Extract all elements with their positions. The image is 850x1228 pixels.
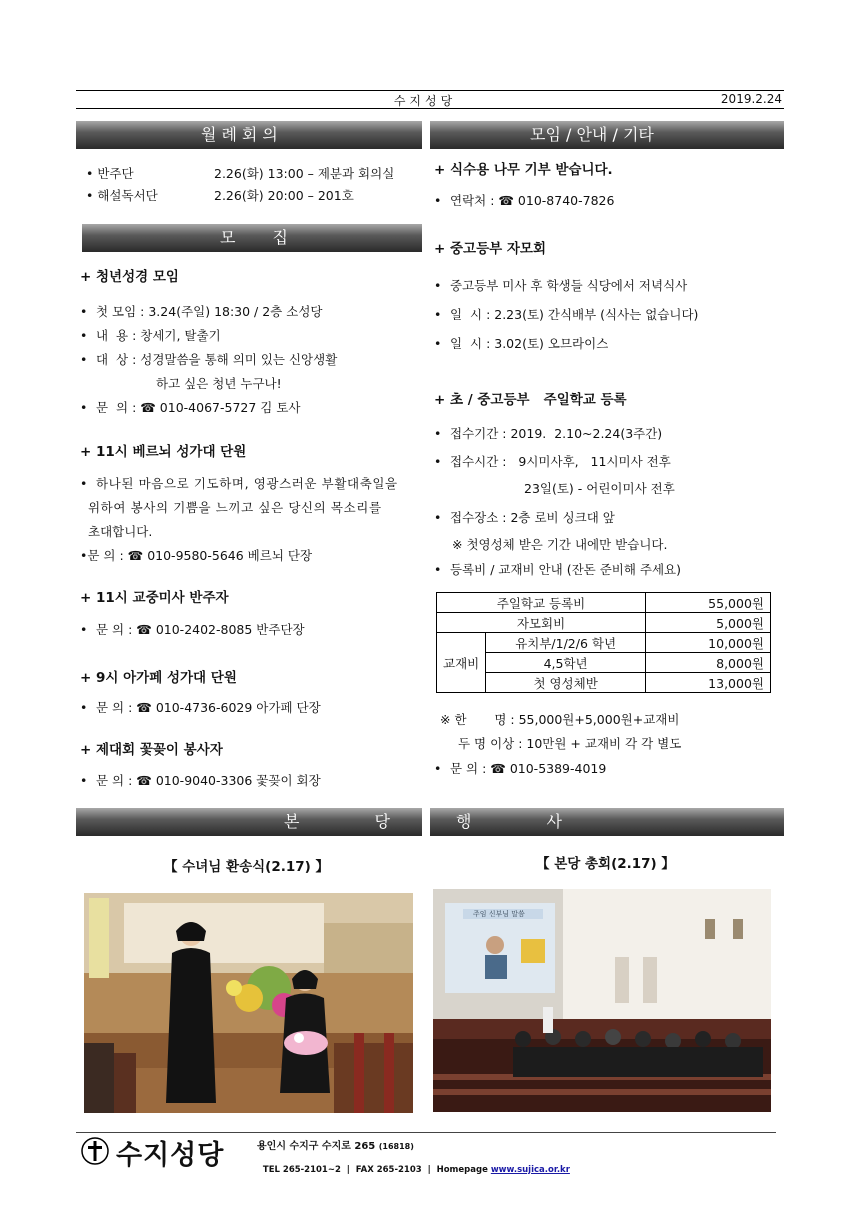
- photo-farewell-image: [84, 893, 413, 1113]
- header-bottom-rule: [76, 108, 784, 109]
- homepage-link[interactable]: www.sujica.or.kr: [490, 1165, 570, 1175]
- fee-note-2: 두 명 이상 : 10만원 + 교재비 각 각 별도: [458, 736, 682, 751]
- sunday-school-note: ※ 첫영성체 받은 기간 내에만 받습니다.: [452, 537, 668, 552]
- photo-assembly-image: [433, 889, 771, 1112]
- accomp-title: + 11시 교중미사 반주자: [80, 590, 229, 606]
- photo-assembly: [433, 889, 771, 1112]
- section-bar-events-left: [76, 808, 422, 836]
- fee-book-label: 교재비: [437, 633, 486, 693]
- photo-caption-right: 【 본당 총회(2.17) 】: [536, 856, 675, 872]
- monthly-item-name: 반주단: [97, 166, 134, 181]
- footer-logo-text: 수지성당: [116, 1140, 225, 1171]
- table-row: [437, 653, 771, 673]
- parents-line-1: • 중고등부 미사 후 학생들 식당에서 저녁식사: [434, 278, 688, 293]
- section-title-recruit: 모 집: [220, 228, 288, 247]
- fee-value: 10,000원: [646, 633, 771, 653]
- parents-title: + 중고등부 자모회: [434, 241, 546, 257]
- fee-value: 8,000원: [646, 653, 771, 673]
- header-top-rule: [76, 90, 784, 91]
- header-date: 2019.2.24: [720, 92, 782, 106]
- monthly-item-2: • 해설독서단: [86, 188, 158, 203]
- wood-title: + 식수용 나무 기부 받습니다.: [434, 162, 613, 178]
- section-title-events-left: 본 당: [284, 812, 390, 831]
- section-title-info: 모임 / 안내 / 기타: [530, 125, 654, 144]
- fee-label: 자모회비: [437, 613, 646, 633]
- photo-farewell: [84, 893, 413, 1113]
- table-row: [437, 673, 771, 693]
- fee-label: 유치부/1/2/6 학년: [486, 633, 646, 653]
- fee-value: 55,000원: [646, 593, 771, 613]
- sunday-school-time-2: 23일(토) - 어린이미사 전후: [524, 481, 675, 496]
- photo-caption-left: 【 수녀님 환송식(2.17) 】: [164, 859, 329, 875]
- monthly-item-2-detail: 2.26(화) 20:00 – 201호: [214, 188, 354, 203]
- monthly-item-name: 해설독서단: [97, 188, 158, 203]
- table-row: [437, 593, 771, 613]
- monthly-item-1: • 반주단: [86, 166, 134, 181]
- parents-line-3: • 일 시 : 3.02(토) 오므라이스: [434, 336, 609, 351]
- section-bar-events-right: [430, 808, 784, 836]
- choir11-contact: •문 의 : ☎ 010-9580-5646 베르뇌 단장: [80, 548, 313, 563]
- parents-line-2: • 일 시 : 2.23(토) 간식배부 (식사는 없습니다): [434, 307, 699, 322]
- youth-target: • 대 상 : 성경말씀을 통해 의미 있는 신앙생활: [80, 352, 338, 367]
- fee-info-title: • 등록비 / 교재비 안내 (잔돈 준비해 주세요): [434, 562, 682, 577]
- fee-value: 13,000원: [646, 673, 771, 693]
- wood-contact: • 연락처 : ☎ 010-8740-7826: [434, 193, 615, 208]
- section-bar-monthly: [76, 121, 422, 149]
- fee-label: 첫 영성체반: [486, 673, 646, 693]
- footer-logo-icon: [80, 1136, 110, 1166]
- youth-content: • 내 용 : 창세기, 탈출기: [80, 328, 221, 343]
- choir11-text-2: 위하여 봉사의 기쁨을 느끼고 싶은 당신의 목소리를: [88, 500, 382, 515]
- section-bar-recruit: [82, 224, 422, 252]
- section-title-monthly: 월례회의: [201, 125, 283, 144]
- footer-address: 용인시 수지구 수지로 265 (16818): [257, 1141, 414, 1152]
- flower-title: + 제대회 꽃꽂이 봉사자: [80, 742, 223, 758]
- youth-target-2: 하고 싶은 청년 누구나!: [156, 376, 282, 391]
- sunday-school-place: • 접수장소 : 2층 로비 싱크대 앞: [434, 510, 615, 525]
- table-row: [437, 633, 771, 653]
- table-row: [437, 613, 771, 633]
- sunday-school-title: + 초 / 중고등부 주일학교 등록: [434, 392, 627, 408]
- choir11-title: + 11시 베르뇌 성가대 단원: [80, 444, 247, 460]
- footer-contact: TEL 265-2101~2 | FAX 265-2103 | Homepage www.sujica.or.kr: [262, 1165, 570, 1175]
- youth-contact: • 문 의 : ☎ 010-4067-5727 김 토사: [80, 400, 301, 415]
- fee-label: 4,5학년: [486, 653, 646, 673]
- flower-contact: • 문 의 : ☎ 010-9040-3306 꽃꽂이 회장: [80, 773, 321, 788]
- fee-note-1: ※ 한 명 : 55,000원+5,000원+교재비: [440, 712, 680, 727]
- agape-contact: • 문 의 : ☎ 010-4736-6029 아가페 단장: [80, 700, 321, 715]
- fee-contact: • 문 의 : ☎ 010-5389-4019: [434, 761, 607, 776]
- church-logo-icon: [80, 1136, 110, 1166]
- screen-title: 주임 신부님 말씀: [473, 910, 525, 918]
- choir11-text-1: • 하나된 마음으로 기도하며, 영광스러운 부활대축일을: [80, 476, 398, 491]
- fee-table: [436, 592, 771, 693]
- section-title-events-right: 행 사: [456, 812, 562, 831]
- monthly-item-1-detail: 2.26(화) 13:00 – 제분과 회의실: [214, 166, 395, 181]
- sunday-school-period: • 접수기간 : 2019. 2.10~2.24(3주간): [434, 426, 663, 441]
- choir11-text-3: 초대합니다.: [88, 524, 153, 539]
- section-bar-info: [430, 121, 784, 149]
- fee-label: 주일학교 등록비: [437, 593, 646, 613]
- header-title: 수지성당: [393, 94, 457, 108]
- fee-value: 5,000원: [646, 613, 771, 633]
- youth-title: + 청년성경 모임: [80, 269, 179, 285]
- youth-first: • 첫 모임 : 3.24(주일) 18:30 / 2층 소성당: [80, 304, 323, 319]
- agape-title: + 9시 아가페 성가대 단원: [80, 670, 237, 686]
- sunday-school-time: • 접수시간 : 9시미사후, 11시미사 전후: [434, 454, 671, 469]
- accomp-contact: • 문 의 : ☎ 010-2402-8085 반주단장: [80, 622, 305, 637]
